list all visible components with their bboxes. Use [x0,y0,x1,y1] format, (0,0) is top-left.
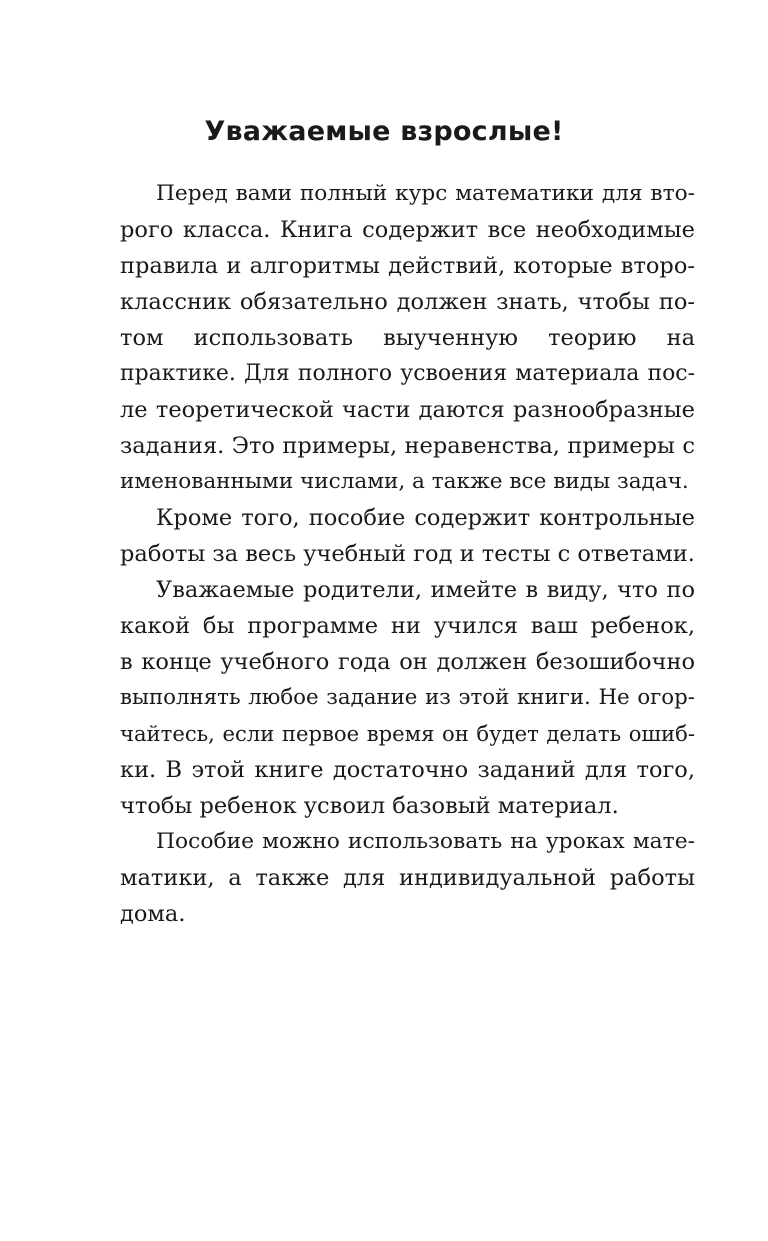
text-line: чайтесь, если первое время он будет делать ошиб- [120,721,695,746]
text-line: в конце учебного года он должен безошибочно [120,649,695,675]
text-line: рого класса. Книга содержит все необходимые [120,217,695,243]
text-line: задания. Это примеры, неравенства, примеры с [120,433,695,459]
paragraph-tests [120,500,695,572]
text-line: Перед вами полный курс математики для вто- [156,181,695,206]
text-line: правила и алгоритмы действий, которые второ- [120,253,695,279]
body-text [120,176,695,932]
text-line: именованными числами, а также все виды задач. [120,469,689,494]
text-line: том использовать выученную теорию на [120,325,695,351]
text-line: работы за весь учебный год и тесты с ответами. [120,541,695,567]
text-line: Пособие можно использовать на уроках мате- [156,829,695,854]
paragraph-intro [120,176,695,500]
text-line: дома. [120,901,186,927]
text-line: выполнять любое задание из этой книги. Не огор- [120,685,695,710]
paragraph-usage [120,824,695,932]
text-line: ки. В этой книге достаточно заданий для того, [120,757,695,783]
text-line: чтобы ребенок усвоил базовый материал. [120,793,619,819]
text-line: ле теоретической части даются разнообразные [120,397,695,423]
text-line: Кроме того, пособие содержит контрольные [156,505,695,531]
text-line: матики, а также для индивидуальной работы [120,865,695,891]
text-line: Уважаемые родители, имейте в виду, что по [156,577,695,603]
text-line: практике. Для полного усвоения материала пос- [120,361,695,386]
page-title: Уважаемые взрослые! [204,116,564,147]
paragraph-parents [120,572,695,824]
text-line: какой бы программе ни учился ваш ребенок, [120,613,695,639]
text-line: классник обязательно должен знать, чтобы по- [120,289,695,315]
